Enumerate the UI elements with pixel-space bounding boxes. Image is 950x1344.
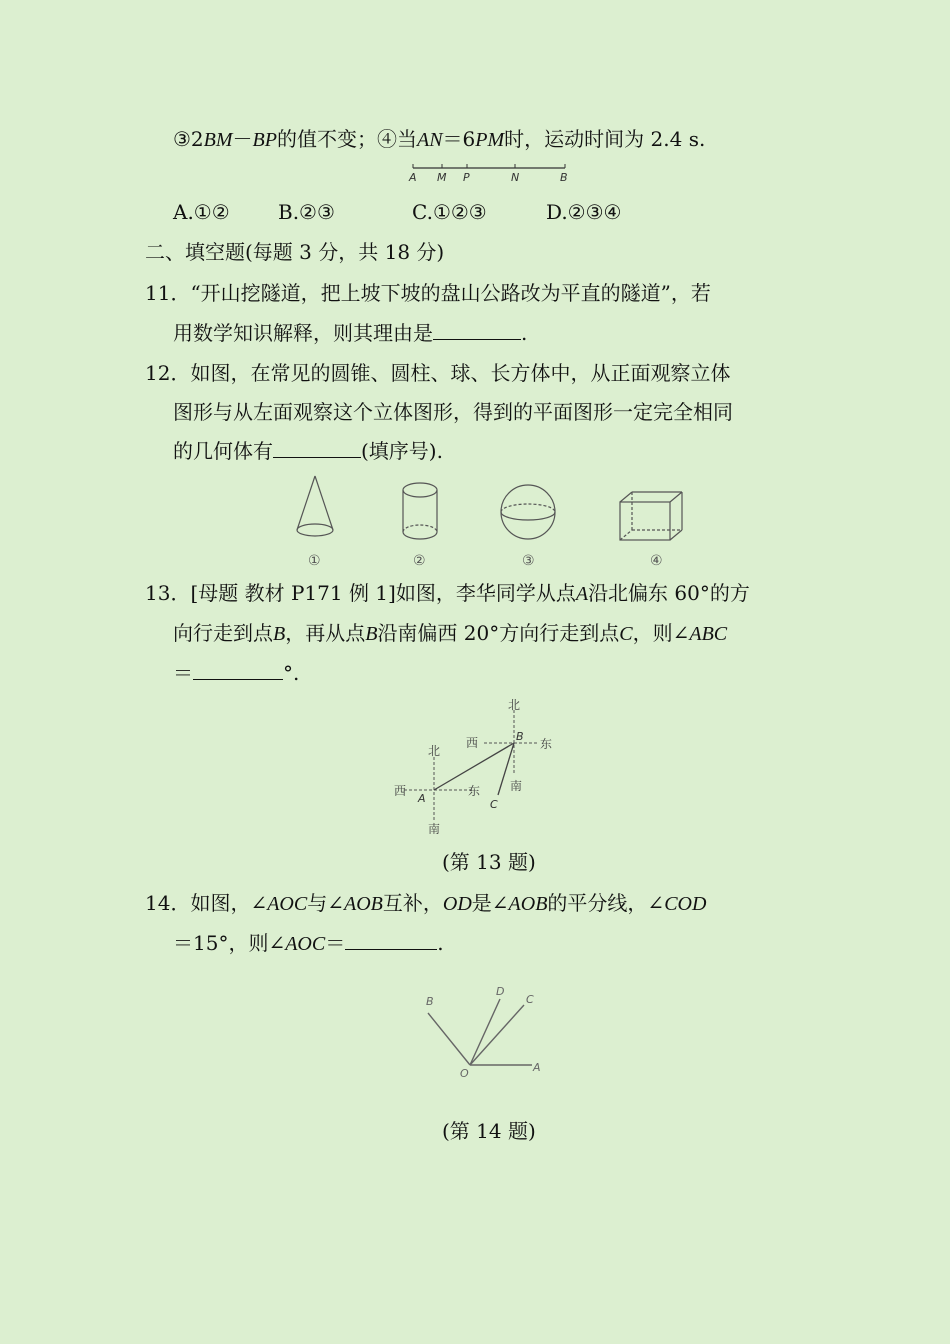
text: ③2 [173, 127, 204, 151]
text: ，再从点 [285, 621, 366, 645]
shape-label-3: ③ [522, 553, 535, 569]
text: ＝ [173, 661, 193, 685]
text: ＝ [325, 931, 346, 955]
label-n: N [511, 171, 520, 184]
text: 向行走到点 [173, 621, 273, 645]
text: ＝15°，则∠ [173, 931, 286, 955]
q12-answer-blank[interactable] [273, 439, 361, 458]
text: 互补， [382, 891, 443, 915]
shape-label-2: ② [413, 553, 426, 569]
label-a: A [409, 171, 417, 184]
text: . [521, 321, 528, 345]
segment-pm: PM [475, 129, 505, 151]
text: 时，运动时间为 2.4 s. [504, 127, 706, 151]
section-title: 二、填空题(每题 3 分，共 18 分) [145, 240, 445, 264]
text: ＝6 [442, 127, 476, 151]
angle-aob: AOB [343, 893, 383, 915]
angle-abc: ABC [689, 623, 728, 645]
angle-aoc: AOC [285, 933, 326, 955]
q10-option-c[interactable]: C.①②③ [412, 200, 487, 224]
text: °. [283, 661, 300, 685]
point-a-label: A [533, 1061, 541, 1074]
label-p: P [463, 171, 470, 184]
shape-label-4: ④ [650, 553, 663, 569]
text: 13．[母题 教材 P171 例 1]如图，李华同学从点 [145, 581, 576, 605]
q14-angle-figure [420, 985, 550, 1080]
b-south-label: 南 [510, 779, 523, 793]
q14-line2 [173, 930, 444, 957]
q10-option-b[interactable]: B.②③ [278, 200, 335, 224]
b-north-label: 北 [508, 698, 521, 712]
q13-answer-blank[interactable] [193, 661, 283, 680]
label-m: M [437, 171, 447, 184]
text: 沿北偏东 60°的方 [588, 581, 750, 605]
q14-line1 [145, 890, 706, 917]
text: 是∠ [471, 891, 509, 915]
text: 用数学知识解释，则其理由是 [173, 321, 433, 345]
cone-shape [297, 476, 333, 536]
point-c: C [619, 623, 633, 645]
q10-statement-continued [173, 126, 705, 153]
q10-option-d[interactable]: D.②③④ [546, 200, 622, 224]
q13-caption: (第 13 题) [442, 850, 536, 874]
q12-line1: 12．如图，在常见的圆锥、圆柱、球、长方体中，从正面观察立体 [145, 361, 731, 385]
q14-answer-blank[interactable] [345, 931, 437, 950]
shape-label-1: ① [308, 553, 321, 569]
a-west-label: 西 [394, 784, 407, 798]
ray-oc [470, 1005, 524, 1065]
q14-caption: (第 14 题) [442, 1119, 536, 1143]
b-east-label: 东 [540, 737, 553, 751]
text: . [437, 931, 444, 955]
q11-line1: 11．“开山挖隧道，把上坡下坡的盘山公路改为平直的隧道”，若 [145, 281, 711, 305]
text: 的平分线，∠ [547, 891, 665, 915]
q13-line1 [145, 580, 750, 607]
text: 沿南偏西 20°方向行走到点 [377, 621, 620, 645]
q12-line3 [173, 438, 443, 464]
point-b: B [273, 623, 286, 645]
angle-aob: AOB [508, 893, 548, 915]
point-o-label: O [460, 1067, 469, 1080]
point-d-label: D [496, 985, 505, 998]
q11-answer-blank[interactable] [433, 321, 521, 340]
cylinder-shape [403, 483, 437, 539]
text: 14．如图，∠ [145, 891, 268, 915]
text: 的值不变；④当 [276, 127, 417, 151]
text: － [232, 127, 253, 151]
segment-an: AN [416, 129, 443, 151]
cuboid-shape [620, 492, 682, 540]
q11-line2 [173, 320, 527, 346]
point-a-label: A [418, 792, 426, 805]
segment-bp: BP [252, 129, 277, 151]
q12-line2: 图形与从左面观察这个立体图形，得到的平面图形一定完全相同 [173, 400, 733, 424]
text: (填序号). [361, 439, 443, 463]
text: 的几何体有 [173, 439, 273, 463]
point-b-label: B [426, 995, 434, 1008]
point-a: A [575, 583, 589, 605]
q13-line3 [173, 660, 299, 686]
q12-solids-figure [280, 472, 700, 572]
b-west-label: 西 [466, 736, 479, 750]
a-north-label: 北 [428, 744, 441, 758]
ray-od: OD [442, 893, 472, 915]
segment-bm: BM [203, 129, 233, 151]
point-b-label: B [516, 730, 524, 743]
a-south-label: 南 [428, 822, 441, 836]
text: ，则∠ [632, 621, 690, 645]
angle-cod: COD [664, 893, 707, 915]
text: 与∠ [307, 891, 344, 915]
ray-ob [428, 1013, 470, 1065]
q13-line2 [173, 620, 727, 647]
point-c-label: C [526, 993, 534, 1006]
a-east-label: 东 [468, 784, 481, 798]
point-c-label: C [490, 798, 498, 811]
q10-number-line-figure [405, 160, 575, 186]
sphere-shape [501, 485, 555, 539]
q13-direction-figure [390, 695, 570, 840]
angle-aoc: AOC [267, 893, 308, 915]
q10-option-a[interactable]: A.①② [173, 200, 230, 224]
point-b: B [365, 623, 378, 645]
ray-od [470, 999, 500, 1065]
label-b: B [560, 171, 568, 184]
